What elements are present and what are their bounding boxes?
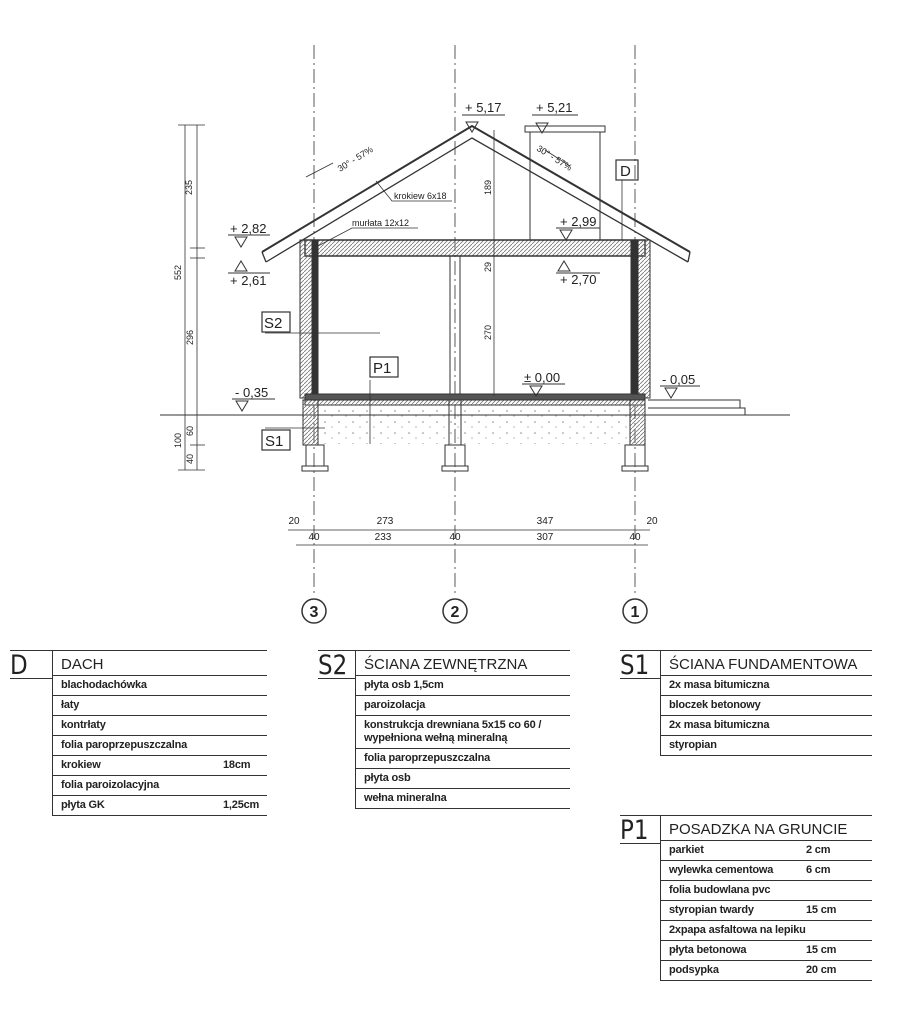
- table-row: [356, 696, 570, 716]
- table-row: [661, 901, 872, 921]
- level-ground-left: - 0,35: [235, 385, 269, 400]
- floor-slab: [305, 400, 645, 405]
- axis-label: 3: [309, 604, 319, 621]
- layer-name: krokiew: [61, 759, 101, 771]
- layer-name: blachodachówka: [61, 679, 147, 691]
- dim-roof-height: 235: [184, 179, 194, 195]
- table-row: [356, 676, 570, 696]
- dim-bottom: 20: [288, 516, 300, 527]
- tag-floor: P1: [373, 360, 392, 377]
- slope-right-label: 30° - 57%: [534, 143, 574, 173]
- divider: [318, 678, 355, 679]
- table-row: [53, 736, 267, 756]
- table-row: [661, 716, 872, 736]
- table-body: [52, 651, 267, 816]
- table-row: [53, 696, 267, 716]
- layer-thickness: 1,25cm: [223, 799, 260, 811]
- layer-name: płyta osb: [364, 772, 411, 784]
- layer-name: folia paroizolacyjna: [61, 779, 160, 791]
- layer-name-cont: wypełniona wełną mineralną: [364, 732, 508, 744]
- layer-name: folia paroprzepuszczalna: [364, 752, 491, 764]
- wall-right-insulation: [638, 240, 650, 398]
- left-dimension-lines: [178, 125, 205, 470]
- axis-markers: [302, 599, 647, 623]
- wall-left-insulation: [300, 240, 312, 398]
- table-row: [53, 776, 267, 796]
- slope-left-label: 30° - 57%: [335, 144, 375, 174]
- wall-right-post: [631, 240, 638, 398]
- table-code: S2: [318, 650, 348, 681]
- dim-total-height: 552: [173, 264, 183, 280]
- dim-room-height: 270: [483, 324, 493, 340]
- tag-wall: S2: [264, 315, 283, 332]
- table-row: [53, 796, 267, 816]
- dim-ceiling: 29: [483, 261, 493, 272]
- table-title: ŚCIANA FUNDAMENTOWA: [661, 651, 872, 676]
- layer-thickness: 15 cm: [806, 904, 837, 916]
- divider: [10, 678, 52, 679]
- table-row: [661, 961, 872, 981]
- layer-table-roof: [10, 650, 267, 811]
- tag-foundation: S1: [265, 433, 284, 450]
- steps: [648, 400, 745, 415]
- table-row: [661, 921, 872, 941]
- layer-name: 2x masa bitumiczna: [669, 679, 770, 691]
- divider: [620, 843, 660, 844]
- table-row: [661, 696, 872, 716]
- axis-label: 2: [450, 604, 460, 621]
- level-eave-top: + 2,82: [230, 221, 267, 236]
- table-row: [53, 676, 267, 696]
- dim-bottom: 40: [629, 532, 641, 543]
- dim-found-wall: 60: [185, 425, 195, 436]
- level-floor: ± 0,00: [524, 370, 561, 385]
- layer-name: konstrukcja drewniana 5x15 co 60 /: [364, 719, 542, 731]
- table-body: [660, 651, 872, 756]
- layer-thickness: 15 cm: [806, 944, 837, 956]
- layer-thickness: 2 cm: [806, 844, 831, 856]
- layer-name: 2x masa bitumiczna: [669, 719, 770, 731]
- table-row: [661, 861, 872, 881]
- table-row: [53, 756, 267, 776]
- divider: [620, 678, 660, 679]
- dim-wall-height: 296: [185, 329, 195, 345]
- table-row: [356, 769, 570, 789]
- table-code: D: [10, 650, 28, 681]
- layer-table-foundation-wall: [620, 650, 872, 751]
- table-row: [53, 716, 267, 736]
- layer-name: styropian twardy: [669, 904, 754, 916]
- floor-finish: [305, 394, 645, 400]
- table-row: [661, 676, 872, 696]
- table-body: [660, 816, 872, 981]
- level-markers: [228, 115, 700, 411]
- layer-name: bloczek betonowy: [669, 699, 761, 711]
- dim-bottom: 347: [536, 516, 554, 527]
- bottom-dimension-lines: [288, 530, 650, 545]
- ceiling-slab: [305, 240, 645, 256]
- soil-fill: [318, 404, 630, 444]
- layer-name: wylewka cementowa: [669, 864, 774, 876]
- table-title: DACH: [53, 651, 267, 676]
- layer-name: styropian: [669, 739, 717, 751]
- table-title: ŚCIANA ZEWNĘTRZNA: [356, 651, 570, 676]
- table-title: POSADZKA NA GRUNCIE: [661, 816, 872, 841]
- level-ridge: + 5,17: [465, 100, 502, 115]
- layer-thickness: 18cm: [223, 759, 251, 771]
- layer-table-exterior-wall: [318, 650, 570, 804]
- layer-name: kontrłaty: [61, 719, 106, 731]
- dim-bottom: 20: [646, 516, 658, 527]
- dim-bottom: 233: [374, 532, 392, 543]
- rafter-label: krokiew 6x18: [394, 191, 447, 201]
- layer-name: płyta betonowa: [669, 944, 747, 956]
- dim-below-ground: 100: [173, 432, 183, 448]
- table-row: [661, 881, 872, 901]
- level-ceiling-top: + 2,99: [560, 214, 597, 229]
- table-body: [355, 651, 570, 809]
- wall-left-post: [312, 240, 318, 398]
- table-row: [356, 749, 570, 769]
- table-row: [661, 736, 872, 756]
- layer-thickness: 6 cm: [806, 864, 831, 876]
- dim-bottom: 40: [449, 532, 461, 543]
- dim-bottom: 307: [536, 532, 554, 543]
- table-row: [661, 841, 872, 861]
- layer-table-floor: [620, 815, 872, 976]
- wallplate-label: murłata 12x12: [352, 218, 410, 228]
- layer-name: płyta osb 1,5cm: [364, 679, 444, 691]
- tag-roof: D: [620, 163, 631, 180]
- layer-name: płyta GK: [61, 799, 105, 811]
- dim-bottom: 273: [376, 516, 394, 527]
- layer-name: folia budowlana pvc: [669, 884, 771, 896]
- table-row: [356, 789, 570, 809]
- dim-bottom: 40: [308, 532, 320, 543]
- level-ceiling-bottom: + 2,70: [560, 272, 597, 287]
- layer-thickness: 20 cm: [806, 964, 837, 976]
- layer-name: wełna mineralna: [364, 792, 447, 804]
- dim-footing: 40: [185, 453, 195, 464]
- layer-name: 2xpapa asfaltowa na lepiku: [669, 924, 806, 936]
- table-code: P1: [620, 815, 649, 846]
- level-ground-right: - 0,05: [662, 372, 696, 387]
- level-chimney: + 5,21: [536, 100, 573, 115]
- table-row: [661, 941, 872, 961]
- level-eave-bottom: + 2,61: [230, 273, 267, 288]
- layer-name: paroizolacja: [364, 699, 426, 711]
- layer-name: folia paroprzepuszczalna: [61, 739, 188, 751]
- layer-name: łaty: [61, 699, 80, 711]
- table-code: S1: [620, 650, 650, 681]
- axis-label: 1: [630, 604, 640, 621]
- layer-name: podsypka: [669, 964, 719, 976]
- layer-name: parkiet: [669, 844, 704, 856]
- table-row: [356, 716, 570, 749]
- dim-roof-rise: 189: [483, 179, 493, 195]
